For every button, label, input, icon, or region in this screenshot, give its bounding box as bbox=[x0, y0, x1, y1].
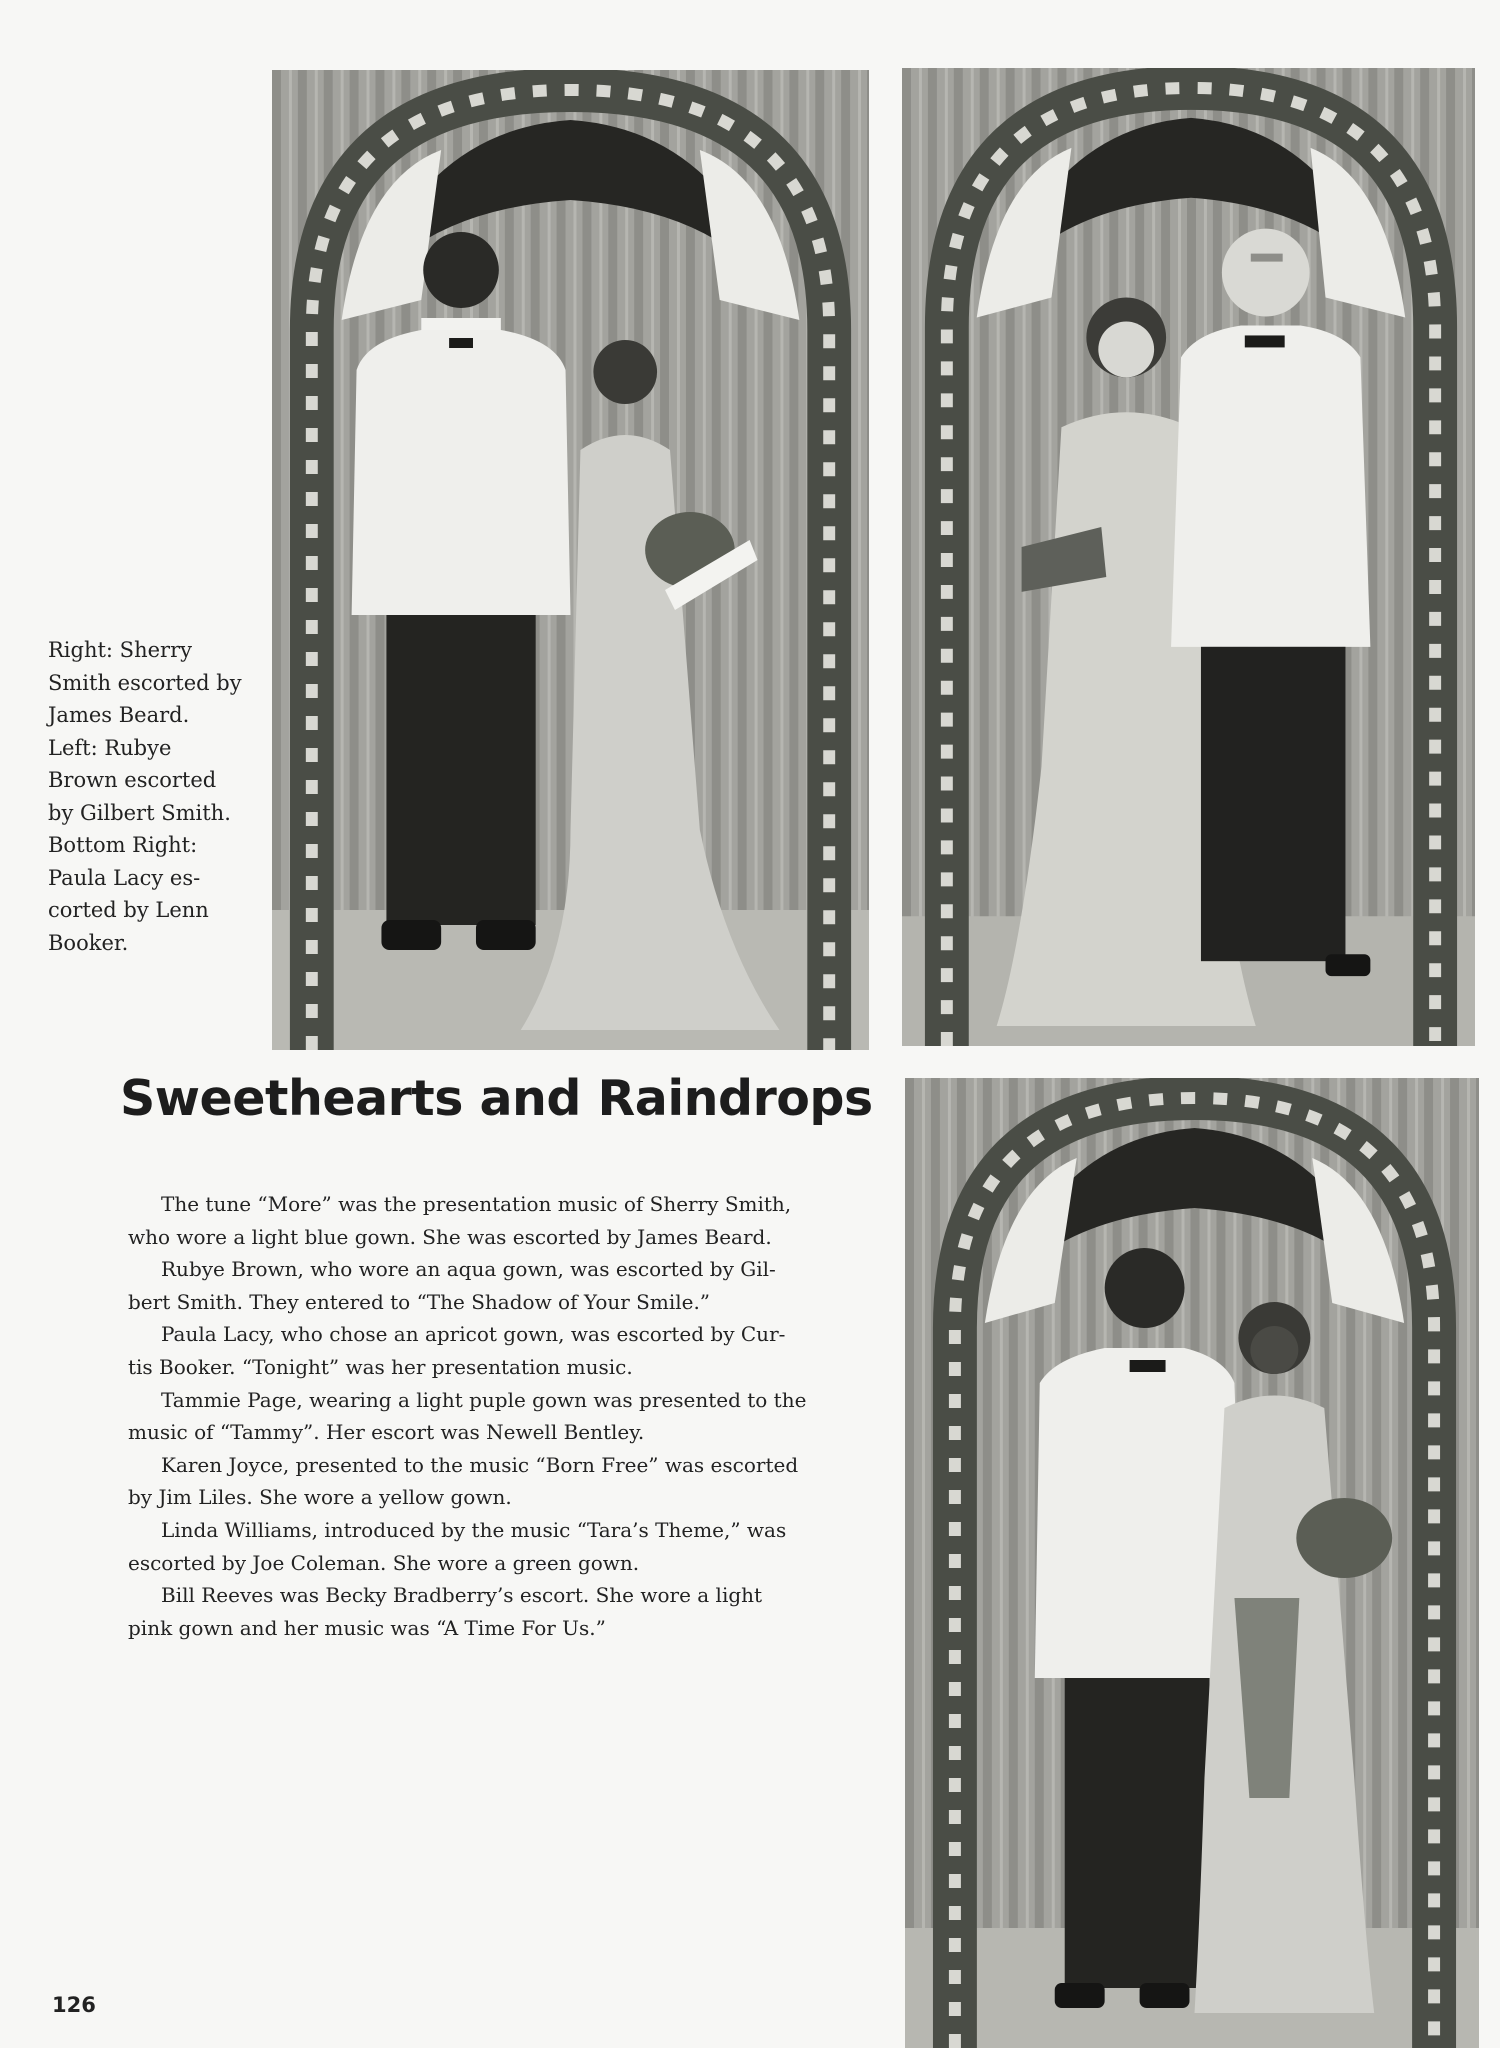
body-line: Tammie Page, wearing a light puple gown was presented to the bbox=[161, 1387, 807, 1412]
body-line: The tune “More” was the presentation music of Sherry Smith, bbox=[161, 1192, 792, 1216]
article-body bbox=[128, 1188, 868, 1644]
body-line: tis Booker. “Tonight” was her presentation music. bbox=[128, 1354, 633, 1379]
caption-line: Bottom Right: bbox=[48, 833, 198, 857]
caption-line: Right: Sherry bbox=[48, 638, 192, 662]
photo-couple-top-right bbox=[902, 68, 1475, 1046]
caption-line: James Beard. bbox=[48, 703, 190, 727]
body-line: bert Smith. They entered to “The Shadow of Your Smile.” bbox=[128, 1289, 711, 1314]
photo-caption bbox=[48, 634, 263, 959]
photo-couple-bottom-right bbox=[905, 1078, 1479, 2048]
caption-line: Paula Lacy es- bbox=[48, 865, 201, 890]
body-line: music of “Tammy”. Her escort was Newell Bentley. bbox=[128, 1420, 645, 1445]
page-title: Sweethearts and Raindrops bbox=[120, 1070, 873, 1127]
body-line: Paula Lacy, who chose an apricot gown, was escorted by Cur- bbox=[161, 1322, 786, 1347]
body-line: Karen Joyce, presented to the music “Born Free” was escorted bbox=[161, 1452, 799, 1477]
caption-line: Booker. bbox=[48, 930, 129, 955]
photo-image bbox=[905, 1078, 1479, 2048]
caption-line: by Gilbert Smith. bbox=[48, 800, 231, 825]
photo-image bbox=[272, 70, 869, 1050]
caption-line: Brown escorted bbox=[48, 768, 217, 792]
caption-line: Left: Rubye bbox=[48, 735, 172, 760]
body-line: escorted by Joe Coleman. She wore a green gown. bbox=[128, 1550, 640, 1575]
body-line: Rubye Brown, who wore an aqua gown, was escorted by Gil- bbox=[161, 1257, 776, 1282]
photo-couple-top-left bbox=[272, 70, 869, 1050]
body-line: Linda Williams, introduced by the music “Tara’s Theme,” was bbox=[161, 1517, 787, 1542]
body-line: Bill Reeves was Becky Bradberry’s escort. She wore a light bbox=[161, 1583, 763, 1608]
caption-line: corted by Lenn bbox=[48, 898, 209, 922]
caption-line: Smith escorted by bbox=[48, 670, 242, 695]
photo-image bbox=[902, 68, 1475, 1046]
body-line: pink gown and her music was “A Time For Us.” bbox=[128, 1615, 606, 1640]
body-line: who wore a light blue gown. She was escorted by James Beard. bbox=[128, 1224, 772, 1249]
page-number: 126 bbox=[52, 1993, 96, 2017]
body-line: by Jim Liles. She wore a yellow gown. bbox=[128, 1485, 512, 1510]
